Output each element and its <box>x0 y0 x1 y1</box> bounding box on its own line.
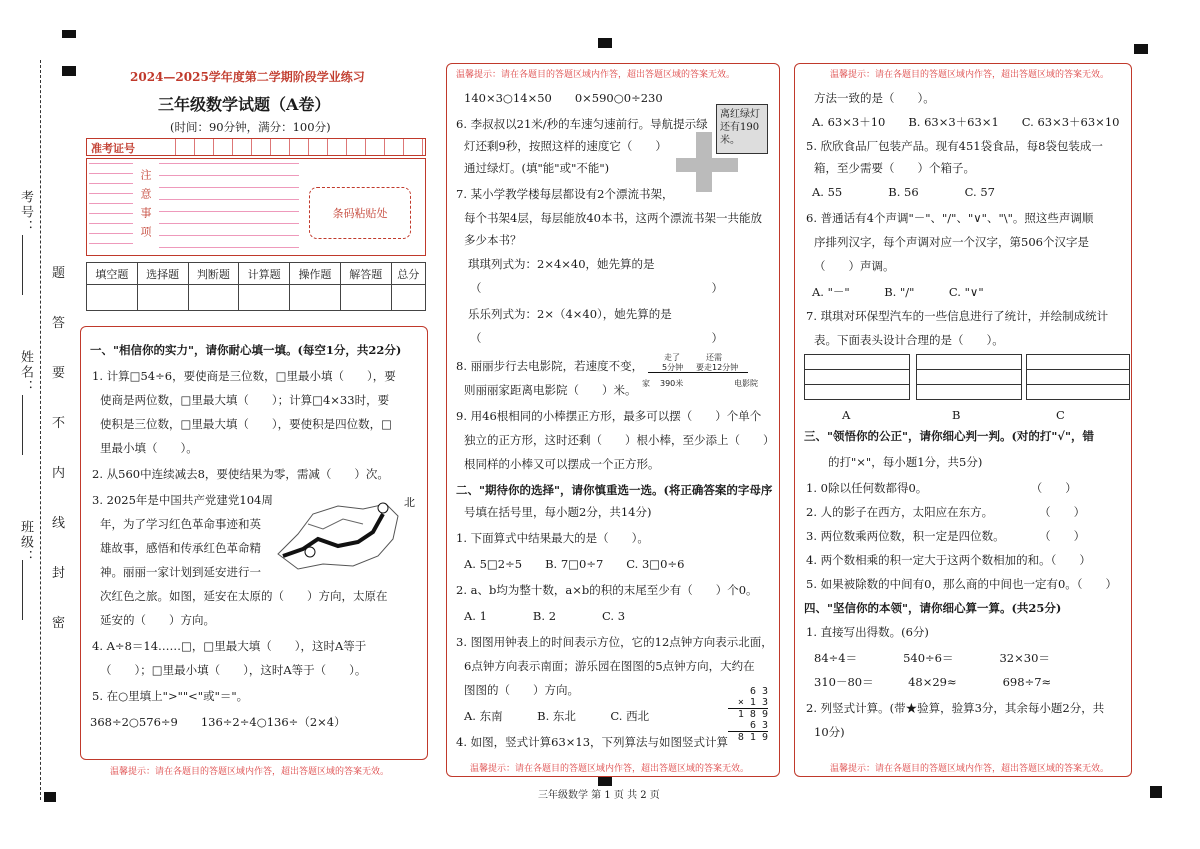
question-line: 84÷4＝ 540÷6＝ 32×30＝ <box>814 651 1050 665</box>
name-underline <box>22 395 23 455</box>
map-region <box>278 504 398 569</box>
question-line: A. 1 B. 2 C. 3 <box>464 609 626 623</box>
calc-line: 8 1 9 <box>737 732 768 743</box>
chart-option-label: A <box>842 408 851 422</box>
question-line: 灯还剩9秒，按照这样的速度它（ ） <box>464 139 667 153</box>
question-line: 7. 某小学教学楼每层都设有2个漂流书架， <box>456 187 674 201</box>
id-underline <box>22 235 23 295</box>
question-line: 5. 如果被除数的中间有0，那么商的中间也一定有0。（ ） <box>806 577 1118 591</box>
walk-label: 390米 <box>660 379 684 388</box>
calc-line: 1 8 9 <box>737 709 768 720</box>
chart-option-label: C <box>1056 408 1065 422</box>
question-line: 里最小填（ ）。 <box>100 441 198 455</box>
registration-mark <box>598 38 612 48</box>
question-line: 1. 0除以任何数都得0。 （ ） <box>806 481 1077 495</box>
question-line: 根同样的小棒又可以摆成一个正方形。 <box>464 457 660 471</box>
seal-word: 封 <box>52 566 66 581</box>
score-header: 计算题 <box>239 263 290 285</box>
question-line: （ ） <box>470 331 723 345</box>
score-cell[interactable] <box>290 285 341 311</box>
question-line: 则丽丽家距离电影院（ ）米。 <box>464 383 637 397</box>
year-title: 2024—2025学年度第二学期阶段学业练习 <box>130 70 365 84</box>
score-cell[interactable] <box>239 285 290 311</box>
seal-word: 密 <box>52 616 66 631</box>
question-line: 三、"领悟你的公正"，请你细心判一判。(对的打"√"，错 <box>804 429 1094 443</box>
seal-word: 内 <box>52 466 66 481</box>
question-line: 2. a、b均为整十数，a×b的积的末尾至少有（ ）个0。 <box>456 583 758 597</box>
warm-tip: 温馨提示：请在各题目的答题区域内作答，超出答题区域的答案无效。 <box>830 70 1110 80</box>
question-line: 二、"期待你的选择"，请你慎重选一选。(将正确答案的字母序 <box>456 483 773 497</box>
question-line: A. 5□2÷5 B. 7□0÷7 C. 3□0÷6 <box>464 557 685 571</box>
warm-tip: 温馨提示：请在各题目的答题区域内作答，超出答题区域的答案无效。 <box>456 70 736 80</box>
walk-figure <box>642 352 768 398</box>
calc-line: 6 3 <box>749 686 768 697</box>
question-line: 方法一致的是（ ）。 <box>814 91 935 105</box>
question-line: A. 东南 B. 东北 C. 西北 <box>464 709 650 723</box>
question-line: 310－80＝ 48×29≈ 698÷7≈ <box>814 675 1052 689</box>
class-underline <box>22 560 23 620</box>
chart-option-a[interactable] <box>804 354 910 400</box>
question-line: 箱，至少需要（ ）个箱子。 <box>814 161 975 175</box>
question-line: 1. 直接写出得数。(6分) <box>806 625 929 639</box>
question-line: A. 63×3＋10 B. 63×3＋63×1 C. 63×3＋63×10 <box>812 115 1120 129</box>
notes-box <box>86 158 426 256</box>
score-table <box>86 262 426 311</box>
question-line: 每个书架4层，每层能放40本书，这两个漂流书架一共能放 <box>464 211 762 225</box>
score-header: 解答题 <box>340 263 391 285</box>
seal-word: 不 <box>52 416 66 431</box>
admission-label: 准考证号 <box>91 142 135 155</box>
exam-title: 三年级数学试题（A卷） <box>158 95 331 114</box>
walk-label: 家 <box>642 379 650 388</box>
chart-option-label: B <box>952 408 961 422</box>
walk-label: 还需 <box>706 353 722 362</box>
score-header: 判断题 <box>188 263 239 285</box>
question-line: 4. 两个数相乘的积一定大于这两个数相加的和。（ ） <box>806 553 1091 567</box>
question-line: 6. 普通话有4个声调"－"、"/"、"∨"、"\"。照这些声调顺 <box>806 211 1094 225</box>
question-line: 年，为了学习红色革命事迹和英 <box>100 517 261 531</box>
binding-strip <box>0 0 80 849</box>
walk-label: 要走12分钟 <box>696 363 739 372</box>
walk-label: 电影院 <box>734 379 758 388</box>
question-line: 一、"相信你的实力"，请你耐心填一填。(每空1分，共22分) <box>90 343 402 357</box>
vertical-calc <box>728 686 768 743</box>
question-line: 1. 下面算式中结果最大的是（ ）。 <box>456 531 649 545</box>
walk-label: 走了 <box>664 353 680 362</box>
question-line: 3. 两位数乘两位数，积一定是四位数。 （ ） <box>806 529 1086 543</box>
question-line: （ ） <box>470 281 723 295</box>
notes-text-block <box>89 163 133 251</box>
score-cell[interactable] <box>188 285 239 311</box>
question-line: 2. 从560中连续减去8，要使结果为零，需减（ ）次。 <box>92 467 389 481</box>
calc-line: 6 3 <box>728 720 768 732</box>
question-line: 3. 2025年是中国共产党建党104周 <box>92 493 273 507</box>
class-label: 班级： <box>18 520 33 565</box>
registration-mark <box>598 776 612 786</box>
question-line: 7. 琪琪对环保型汽车的一些信息进行了统计，并绘制成统计 <box>806 309 1109 323</box>
score-cell[interactable] <box>137 285 188 311</box>
registration-mark <box>1150 786 1162 798</box>
admission-cells <box>157 139 425 155</box>
question-line: 6点钟方向表示南面；游乐园在图图的5点钟方向，大约在 <box>464 659 755 673</box>
map-route <box>283 514 383 556</box>
score-cell[interactable] <box>391 285 425 311</box>
question-line: 多少本书？ <box>464 233 522 247</box>
question-line: 次红色之旅。如图，延安在太原的（ ）方向，太原在 <box>100 589 388 603</box>
question-line: 10分) <box>814 725 845 739</box>
question-line: 延安的（ ）方向。 <box>100 613 215 627</box>
name-label: 姓名： <box>18 350 33 395</box>
question-line: （ ）；□里最小填（ ），这时A等于（ ）。 <box>100 663 367 677</box>
map-north-label: 北 <box>404 496 415 509</box>
seal-word: 题 <box>52 266 66 281</box>
question-line: 表。下面表头设计合理的是（ ）。 <box>814 333 1004 347</box>
seal-line <box>40 60 41 800</box>
walk-label: 5分钟 <box>662 363 684 372</box>
walk-line <box>648 372 748 373</box>
seal-word: 答 <box>52 316 66 331</box>
chart-option-b[interactable] <box>916 354 1022 400</box>
question-line: 9. 用46根相同的小棒摆正方形，最多可以摆（ ）个单个 <box>456 409 762 423</box>
question-line: A. 55 B. 56 C. 57 <box>812 185 995 199</box>
question-line: 雄故事，感悟和传承红色革命精 <box>100 541 261 555</box>
warm-tip: 温馨提示：请在各题目的答题区域内作答，超出答题区域的答案无效。 <box>830 764 1110 774</box>
question-line: 4. A÷8＝14……□，□里最大填（ ），这时A等于 <box>92 639 367 653</box>
seal-word: 线 <box>52 516 66 531</box>
question-line: 序排列汉字，每个声调对应一个汉字，第506个汉字是 <box>814 235 1089 249</box>
id-label: 考号： <box>18 190 33 235</box>
question-line: 神。丽丽一家计划到延安进行一 <box>100 565 261 579</box>
question-line: 使积是三位数，□里最大填（ ），要使积是四位数，□ <box>100 417 392 431</box>
question-line: 368÷2○576÷9 136÷2÷4○136÷（2×4） <box>90 715 346 729</box>
score-cell[interactable] <box>87 285 138 311</box>
question-line: 6. 李叔叔以21米/秒的车速匀速前行。导航提示绿 <box>456 117 708 131</box>
question-line: 5. 欣欣食品厂包装产品。现有451袋食品，每8袋包装成一 <box>806 139 1103 153</box>
question-line: 号填在括号里，每小题2分，共14分) <box>464 505 652 519</box>
barcode-area <box>309 187 411 239</box>
question-line: 4. 如图，竖式计算63×13，下列算法与如图竖式计算 <box>456 735 729 749</box>
score-header: 总分 <box>391 263 425 285</box>
time-info: (时间：90分钟，满分：100分) <box>170 120 331 134</box>
score-cell[interactable] <box>340 285 391 311</box>
traffic-sign: 离红绿灯还有190米。 <box>716 104 768 154</box>
admission-box <box>86 138 426 156</box>
question-line: 独立的正方形，这时还剩（ ）根小棒，至少添上（ ） <box>464 433 775 447</box>
score-header: 选择题 <box>137 263 188 285</box>
map-figure <box>268 494 418 576</box>
question-line: 琪琪列式为：2×4×40，她先算的是 <box>468 257 655 271</box>
question-line: 的打"×"，每小题1分，共5分) <box>828 455 983 469</box>
barcode-label: 条码粘贴处 <box>332 207 388 220</box>
question-line: 1. 计算□54÷6，要使商是三位数，□里最小填（ ），要 <box>92 369 396 383</box>
road-horizontal <box>676 158 738 172</box>
question-line: 2. 列竖式计算。(带★验算，验算3分，其余每小题2分，共 <box>806 701 1105 715</box>
question-line: （ ）声调。 <box>814 259 895 273</box>
score-header: 填空题 <box>87 263 138 285</box>
question-line: 140×3○14×50 0×590○0÷230 <box>464 91 663 105</box>
question-line: 通过绿灯。(填"能"或"不能") <box>464 161 610 175</box>
notes-label: 注意事项 <box>139 169 152 245</box>
score-header: 操作题 <box>290 263 341 285</box>
question-line: 图图的（ ）方向。 <box>464 683 579 697</box>
question-line: 8. 丽丽步行去电影院，若速度不变， <box>456 359 644 373</box>
question-line: 乐乐列式为：2×（4×40），她先算的是 <box>468 307 672 321</box>
warm-tip: 温馨提示：请在各题目的答题区域内作答，超出答题区域的答案无效。 <box>470 764 750 774</box>
calc-line: × 1 3 <box>728 697 768 709</box>
seal-word: 要 <box>52 366 66 381</box>
question-line: A. "－" B. "/" C. "∨" <box>812 285 984 299</box>
page-footer: 三年级数学 第 1 页 共 2 页 <box>538 790 660 801</box>
question-line: 使商是两位数，□里最大填（ ）；计算□4×33时，要 <box>100 393 390 407</box>
question-line: 2. 人的影子在西方，太阳应在东方。 （ ） <box>806 505 1086 519</box>
warm-tip: 温馨提示：请在各题目的答题区域内作答，超出答题区域的答案无效。 <box>110 767 390 777</box>
notes-lines <box>159 163 299 251</box>
chart-option-c[interactable] <box>1026 354 1130 400</box>
question-line: 四、"坚信你的本领"，请你细心算一算。(共25分) <box>804 601 1062 615</box>
question-line: 5. 在○里填上">""<"或"＝"。 <box>92 689 249 703</box>
question-line: 3. 图图用钟表上的时间表示方位，它的12点钟方向表示北面， <box>456 635 773 649</box>
registration-mark <box>1134 44 1148 54</box>
